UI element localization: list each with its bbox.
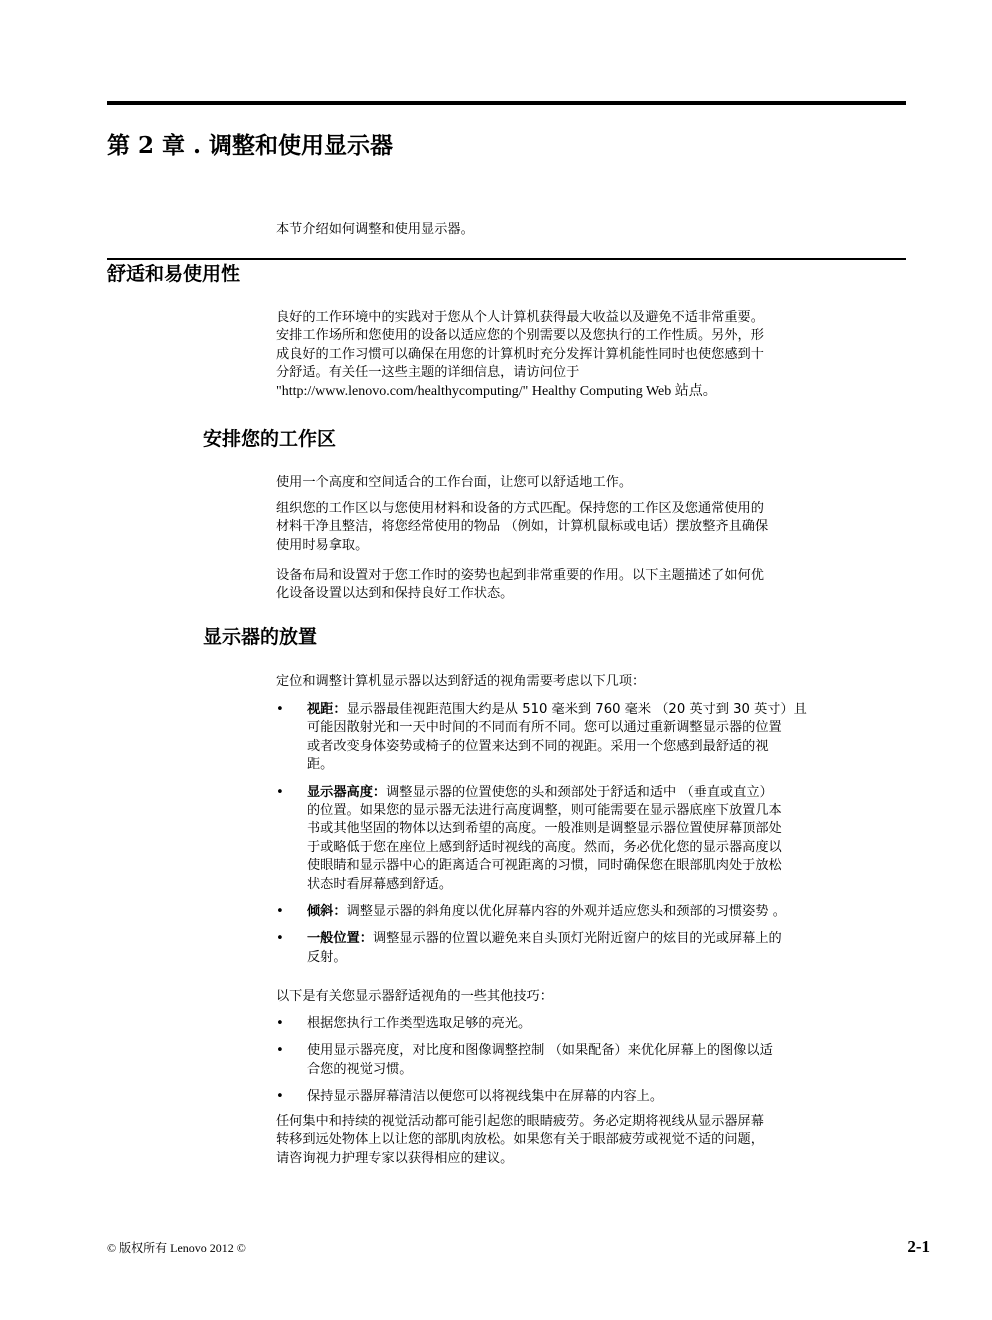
list-item [276, 784, 906, 894]
item-term: 显示器高度： [307, 784, 387, 800]
list-item [276, 701, 906, 775]
bullet-icon: • [276, 702, 284, 717]
text-line: 设备布局和设置对于您工作时的姿势也起到非常重要的作用。以下主题描述了如何优 [276, 568, 764, 583]
list-item [276, 930, 906, 967]
workspace-paragraph-2 [276, 500, 906, 555]
bullet-icon: • [276, 931, 284, 947]
text-line: 合您的视觉习惯。 [307, 1061, 413, 1077]
tips-list [276, 1015, 906, 1116]
workspace-paragraph-3 [276, 567, 906, 604]
text-line: 使眼睛和显示器中心的距离适合可视距离的习惯，同时确保您在眼部肌肉处于放松 [307, 858, 782, 874]
placement-intro: 定位和调整计算机显示器以达到舒适的视角需要考虑以下几项： [276, 674, 646, 689]
text-line: 调整显示器的位置以避免来自头顶灯光附近窗户的炫目的光或屏幕上的 [372, 931, 782, 947]
text-line: 根据您执行工作类型选取足够的亮光。 [307, 1016, 532, 1031]
intro-text: 本节介绍如何调整和使用显示器。 [276, 222, 474, 237]
bullet-icon: • [276, 784, 284, 800]
bullet-icon: • [276, 1043, 284, 1059]
text-line: 或者改变身体姿势或椅子的位置来达到不同的视距。采用一个您感到最舒适的视 [307, 738, 769, 754]
workspace-paragraph-1: 使用一个高度和空间适合的工作台面，让您可以舒适地工作。 [276, 475, 633, 490]
bullet-icon: • [276, 904, 284, 920]
item-term: 视距： [307, 702, 347, 717]
text-line: 使用时易拿取。 [276, 537, 369, 553]
healthy-computing-link[interactable]: "http://www.lenovo.com/healthycomputing/" Healthy Computing Web 站点。 [276, 383, 717, 399]
text-line: 分舒适。有关任一这些主题的详细信息，请访问位于 [276, 365, 580, 381]
text-line: 书或其他坚固的物体以达到希望的高度。一般准则是调整显示器位置使屏幕顶部处 [307, 821, 782, 837]
list-item [276, 1042, 906, 1079]
text-line: 转移到远处物体上以让您的部肌肉放松。如果您有关于眼部疲劳或视觉不适的问题， [276, 1132, 764, 1148]
list-item [276, 1088, 906, 1106]
bullet-icon: • [276, 1089, 284, 1105]
text-line: 保持显示器屏幕清洁以便您可以将视线集中在屏幕的内容上。 [307, 1089, 664, 1105]
bullet-icon: • [276, 1016, 284, 1031]
text-line: 可能因散射光和一天中时间的不同而有所不同。您可以通过重新调整显示器的位置 [307, 720, 782, 736]
text-line: 显示器最佳视距范围大约是从 510 毫米到 760 毫米 （20 英寸到 30 英寸）且 [346, 702, 807, 717]
text-line: 距。 [307, 757, 334, 773]
text-line: 于或略低于您在座位上感到舒适时视线的高度。然而，务必优化您的显示器高度以 [307, 839, 782, 855]
text-line: 化设备设置以达到和保持良好工作状态。 [276, 586, 514, 602]
text-line: 调整显示器的斜角度以优化屏幕内容的外观并适应您头和颈部的习惯姿势 。 [346, 904, 786, 920]
item-term: 倾斜： [307, 904, 347, 920]
tips-intro: 以下是有关您显示器舒适视角的一些其他技巧： [276, 989, 553, 1004]
text-line: 安排工作场所和您使用的设备以适应您的个别需要以及您执行的工作性质。另外，形 [276, 328, 764, 344]
text-line: 组织您的工作区以与您使用材料和设备的方式匹配。保持您的工作区及您通常使用的 [276, 501, 764, 516]
chapter-title: 第 2 章 . 调整和使用显示器 [107, 132, 394, 159]
list-item [276, 903, 906, 921]
ergonomics-paragraph [276, 309, 906, 401]
text-line: 任何集中和持续的视觉活动都可能引起您的眼睛疲劳。务必定期将视线从显示器屏幕 [276, 1114, 764, 1129]
text-line: 反射。 [307, 949, 347, 965]
text-line: 良好的工作环境中的实践对于您从个人计算机获得最大收益以及避免不适非常重要。 [276, 310, 764, 325]
text-line: 成良好的工作习惯可以确保在用您的计算机时充分发挥计算机能性同时也使您感到十 [276, 346, 764, 362]
text-line: 材料干净且整洁，将您经常使用的物品 （例如，计算机鼠标或电话）摆放整齐且确保 [276, 519, 769, 535]
placement-list [276, 701, 906, 976]
subsection-heading-placement: 显示器的放置 [203, 626, 318, 648]
item-term: 一般位置： [307, 931, 373, 947]
chapter-top-rule [107, 101, 906, 105]
text-line: 的位置。如果您的显示器无法进行高度调整，则可能需要在显示器底座下放置几本 [307, 803, 782, 819]
closing-paragraph [276, 1113, 906, 1168]
page-number: 2-1 [907, 1237, 930, 1256]
text-line: 调整显示器的位置使您的头和颈部处于舒适和适中 （垂直或直立） [386, 784, 773, 800]
section-heading-ergonomics: 舒适和易使用性 [107, 263, 241, 285]
text-line: 使用显示器亮度，对比度和图像调整控制 （如果配备）来优化屏幕上的图像以适 [307, 1043, 773, 1059]
text-line: 请咨询视力护理专家以获得相应的建议。 [276, 1150, 514, 1166]
text-line: 状态时看屏幕感到舒适。 [307, 876, 453, 892]
footer-copyright: © 版权所有 Lenovo 2012 © [107, 1241, 246, 1255]
subsection-heading-workspace: 安排您的工作区 [203, 428, 337, 450]
list-item [276, 1015, 906, 1033]
